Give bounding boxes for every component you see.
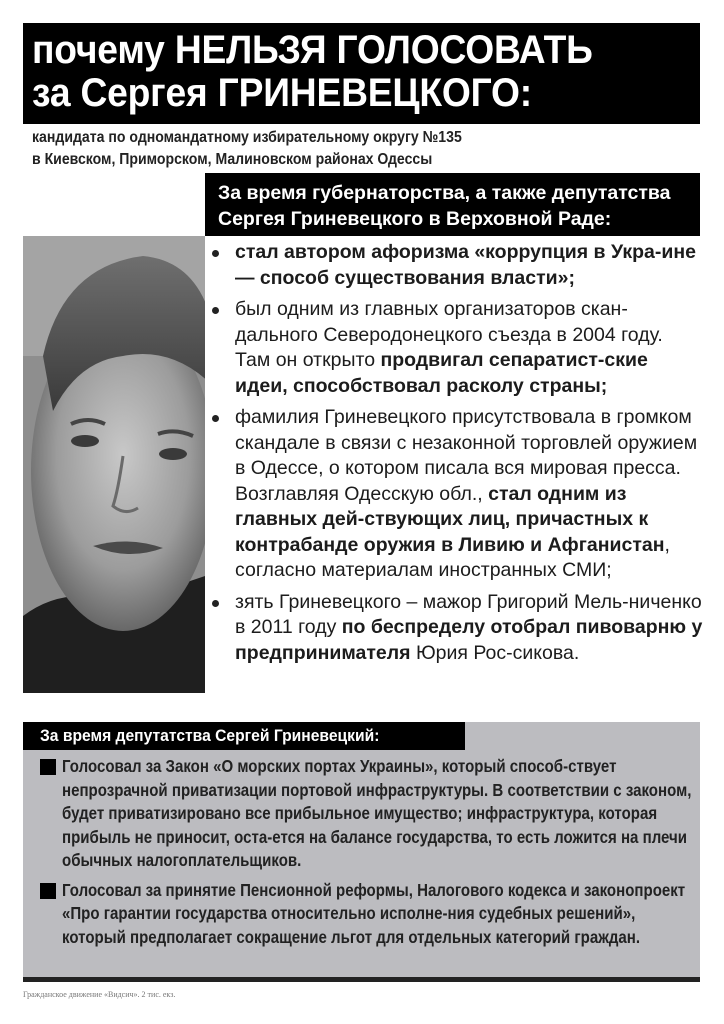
headline-line-1 — [32, 29, 653, 72]
bullet-icon — [212, 600, 219, 607]
list-item — [208, 590, 703, 667]
headline-line-1-emphasis: НЕЛЬЗЯ ГОЛОСОВАТЬ — [174, 28, 593, 72]
list-item — [208, 297, 703, 399]
list-item — [40, 755, 700, 873]
item-text: фамилия Гриневецкого присутствовала в громком скандале в связи с незаконной торговлей оружием в Одессе, о котором писала вся мировая пресса. Возглавляя Одесскую обл., — [235, 406, 698, 505]
bullet-icon — [212, 307, 219, 314]
subtitle-line-2: в Киевском, Приморском, Малиновском районах Одессы — [32, 151, 433, 168]
print-imprint: Гражданское движение «Видсич». 2 тис. екз. — [23, 990, 176, 999]
headline-line-2-prefix: за Сергея — [32, 71, 218, 115]
item-text-bold: стал автором афоризма «коррупция в Укра-ине — способ существования власти»; — [235, 241, 696, 289]
item-text: , согласно материалам иностранных СМИ; — [235, 533, 670, 581]
headline-line-1-prefix: почему — [32, 28, 175, 72]
candidate-subtitle — [32, 127, 613, 171]
section1-header-line-2: Сергея Гриневецкого в Верховной Раде: — [218, 208, 612, 230]
item-text: Юрия Рос-сикова. — [410, 641, 580, 664]
list-item — [208, 240, 703, 291]
section2-header — [23, 722, 465, 750]
square-bullet-icon — [40, 883, 56, 899]
square-bullet-icon — [40, 759, 56, 775]
bullet-icon — [212, 415, 219, 422]
section2-header-text: За время депутатства Сергей Гриневецкий: — [40, 726, 380, 745]
candidate-portrait-illustration — [23, 236, 205, 693]
item-text: Голосовал за принятие Пенсионной реформы, Налогового кодекса и законопроект «Про гарантии государства относительно исполне-ния судебных решений», который предполагает сокращение льгот для отдельных категорий граждан. — [62, 879, 686, 947]
section1-header — [205, 173, 700, 236]
subtitle-line-1: кандидата по одномандатному избирательному округу №135 — [32, 129, 462, 146]
section2-panel — [23, 722, 700, 982]
list-item — [208, 405, 703, 584]
headline-line-2 — [32, 72, 653, 115]
item-text-bold: продвигал сепаратист-ские идеи, способствовал расколу страны; — [235, 349, 648, 397]
bullet-icon — [212, 250, 219, 257]
headline-banner — [23, 23, 700, 124]
item-text: зять Гриневецкого – мажор Григорий Мель-ниченко в 2011 году — [235, 590, 702, 638]
item-text-bold: по беспределу отобрал пивоварню у предпринимателя — [235, 616, 703, 664]
section1-list — [208, 240, 703, 672]
item-text: был одним из главных организаторов скан-дального Северодонецкого съезда в 2004 году. Там он открыто — [235, 298, 663, 371]
section2-list — [40, 755, 700, 955]
list-item — [40, 879, 700, 950]
item-text-bold: стал одним из главных дей-ствующих лиц, причастных к контрабанде оружия в Ливию и Афганистан — [235, 482, 665, 556]
item-text: Голосовал за Закон «О морских портах Украины», который способ-ствует непрозрачной приватизации портовой инфраструктуры. В соответствии с законом, будет приватизировано все прибыльное имущество; инфраструктура, которая прибыль не приносит, оста-ется на балансе государства, то есть ложится на плечи обычных налогоплательщиков. — [62, 756, 692, 870]
candidate-photo — [23, 236, 205, 693]
headline-line-2-emphasis: ГРИНЕВЕЦКОГО: — [217, 71, 532, 115]
section1-header-line-1: За время губернаторства, а также депутатства — [218, 182, 671, 204]
